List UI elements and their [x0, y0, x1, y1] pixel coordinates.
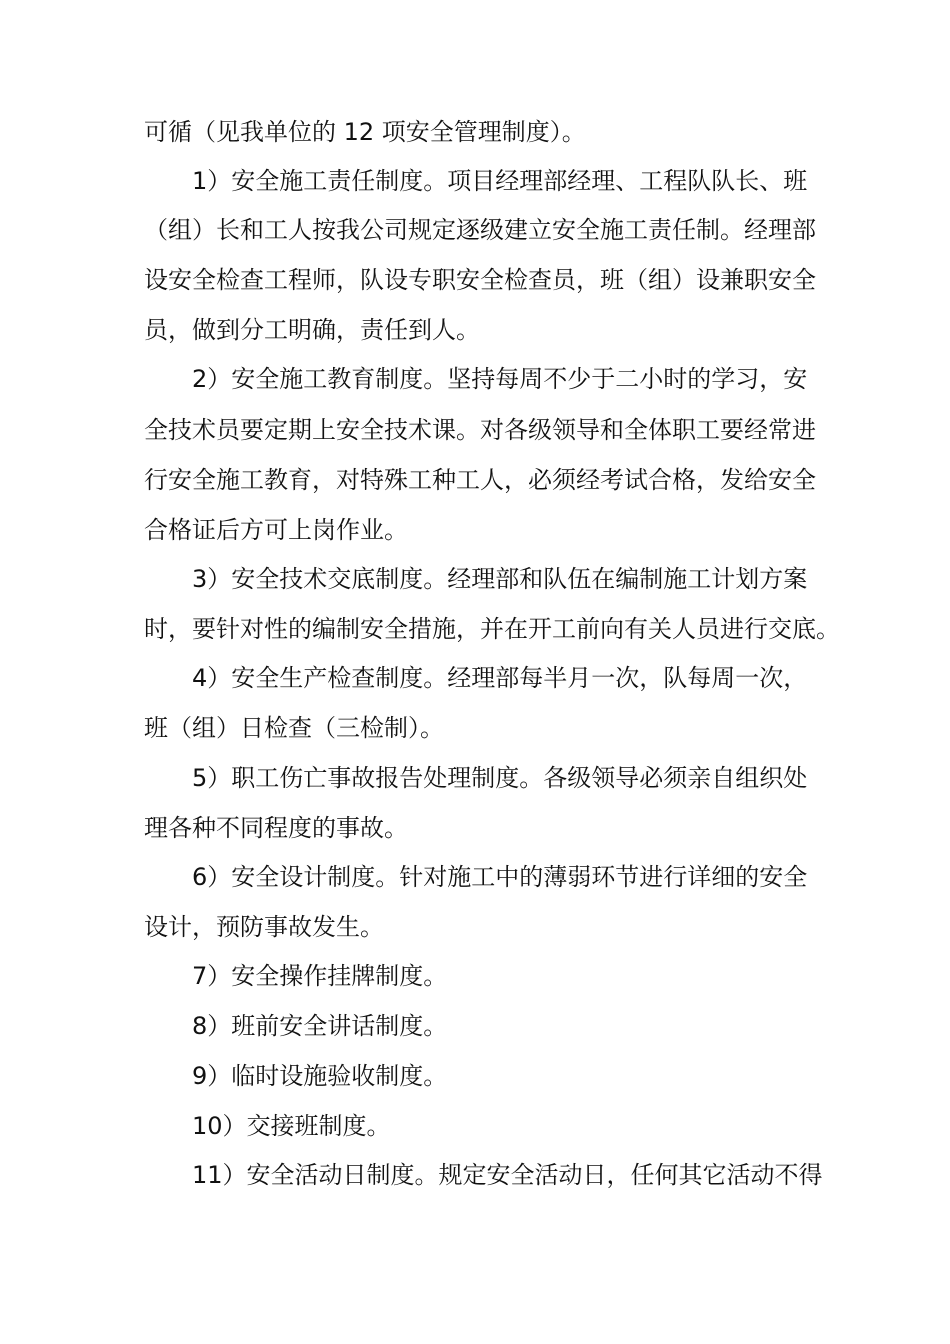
- text-line: 6）安全设计制度。针对施工中的薄弱环节进行详细的安全: [192, 863, 808, 891]
- text-line: 设安全检查工程师，队设专职安全检查员，班（组）设兼职安全: [144, 266, 816, 294]
- text-line: 4）安全生产检查制度。经理部每半月一次，队每周一次，: [192, 664, 808, 692]
- text-line: 1）安全施工责任制度。项目经理部经理、工程队队长、班: [192, 167, 808, 195]
- text-line: 3）安全技术交底制度。经理部和队伍在编制施工计划方案: [192, 565, 808, 593]
- text-line: 2）安全施工教育制度。坚持每周不少于二小时的学习，安: [192, 365, 808, 393]
- text-line: 设计，预防事故发生。: [144, 913, 384, 941]
- text-line: 全技术员要定期上安全技术课。对各级领导和全体职工要经常进: [144, 416, 816, 444]
- text-line: 行安全施工教育，对特殊工种工人，必须经考试合格，发给安全: [144, 466, 816, 494]
- text-line: 11）安全活动日制度。规定安全活动日，任何其它活动不得: [192, 1161, 823, 1189]
- text-line: 5）职工伤亡事故报告处理制度。各级领导必须亲自组织处: [192, 764, 808, 792]
- text-line: 时，要针对性的编制安全措施，并在开工前向有关人员进行交底。: [144, 615, 840, 643]
- text-line: 8）班前安全讲话制度。: [192, 1012, 448, 1040]
- text-line: 9）临时设施验收制度。: [192, 1062, 448, 1090]
- text-line: 10）交接班制度。: [192, 1112, 391, 1140]
- text-line: 理各种不同程度的事故。: [144, 814, 408, 842]
- text-line: 班（组）日检查（三检制）。: [144, 714, 444, 742]
- text-line: 7）安全操作挂牌制度。: [192, 962, 448, 990]
- text-line: 可循（见我单位的 12 项安全管理制度）。: [144, 118, 586, 146]
- text-line: 合格证后方可上岗作业。: [144, 516, 408, 544]
- text-line: （组）长和工人按我公司规定逐级建立安全施工责任制。经理部: [144, 216, 816, 244]
- text-line: 员，做到分工明确，责任到人。: [144, 316, 480, 344]
